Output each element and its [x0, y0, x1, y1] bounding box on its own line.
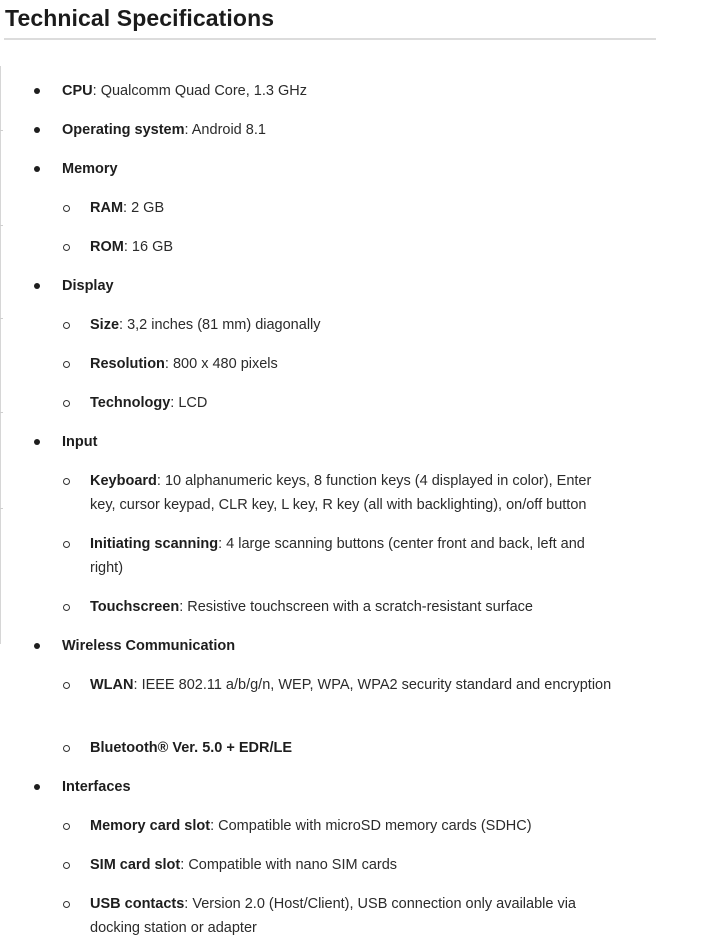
spec-key: Wireless Communication — [62, 638, 236, 654]
spec-separator: : — [184, 122, 192, 138]
circle-bullet — [63, 901, 70, 908]
spec-item-cpu — [62, 79, 642, 103]
spec-group-memory — [62, 157, 642, 181]
spec-separator: : — [180, 857, 189, 873]
spec-value: Resistive touchscreen with a scratch-resistant surface — [187, 599, 533, 615]
circle-bullet — [63, 244, 70, 251]
spec-value: 800 x 480 pixels — [172, 356, 278, 372]
spec-value: 10 alphanumeric keys, 8 function keys (4 displayed in color), Enter key, cursor keypad, CLR key, L key, R key (all with backlighting), on/off button — [90, 473, 592, 513]
spec-key: CPU — [62, 83, 93, 99]
spec-value: Version 2.0 (Host/Client), USB connection only available via docking station or adapter — [90, 896, 576, 936]
spec-key: RAM — [90, 200, 124, 216]
spec-key: Touchscreen — [90, 599, 180, 615]
spec-key: Operating system — [62, 122, 185, 138]
circle-bullet — [63, 682, 70, 689]
spec-separator: : — [156, 473, 165, 489]
spec-item-memory-card-slot — [90, 814, 620, 838]
spec-key: Technology — [90, 395, 171, 411]
spec-item-technology — [90, 391, 620, 415]
circle-bullet — [63, 205, 70, 212]
spec-item-size — [90, 313, 620, 337]
spec-key: WLAN — [90, 677, 134, 693]
spec-key: Initiating scanning — [90, 536, 219, 552]
spec-key: Bluetooth® Ver. 5.0 + EDR/LE — [90, 740, 293, 756]
spec-value: LCD — [178, 395, 208, 411]
spec-key: Interfaces — [62, 779, 131, 795]
spec-item-resolution — [90, 352, 620, 376]
title-divider — [4, 38, 656, 40]
spec-value: Compatible with microSD memory cards (SDHC) — [218, 818, 532, 834]
circle-bullet — [63, 541, 70, 548]
spec-item-rom — [90, 235, 620, 259]
spec-value: 16 GB — [131, 239, 174, 255]
spec-item-usb-contacts — [90, 892, 620, 940]
spec-key: Memory card slot — [90, 818, 211, 834]
disc-bullet — [34, 643, 40, 649]
spec-item-touchscreen — [90, 595, 620, 619]
spec-key: Resolution — [90, 356, 165, 372]
spec-group-input — [62, 430, 642, 454]
spec-item-sim-card-slot — [90, 853, 620, 877]
circle-bullet — [63, 322, 70, 329]
border-tick — [0, 412, 3, 413]
spec-item-keyboard — [90, 469, 620, 517]
spec-value: Qualcomm Quad Core, 1.3 GHz — [100, 83, 307, 99]
spec-separator: : — [119, 317, 128, 333]
spec-item-operating-system — [62, 118, 642, 142]
spec-separator: : — [133, 677, 142, 693]
spec-group-wireless-communication — [62, 634, 642, 658]
spec-key: Size — [90, 317, 120, 333]
spec-value: 4 large scanning buttons (center front and back, left and right) — [90, 536, 585, 576]
spec-separator: : — [184, 896, 193, 912]
page-title: Technical Specifications — [5, 5, 275, 31]
circle-bullet — [63, 361, 70, 368]
disc-bullet — [34, 784, 40, 790]
spec-group-display — [62, 274, 642, 298]
border-tick — [0, 225, 3, 226]
spec-item-ram — [90, 196, 620, 220]
content-left-border — [0, 66, 1, 644]
spec-value: Android 8.1 — [191, 122, 266, 138]
spec-separator: : — [123, 239, 132, 255]
circle-bullet — [63, 604, 70, 611]
spec-value: IEEE 802.11 a/b/g/n, WEP, WPA, WPA2 security standard and encryption — [141, 677, 612, 693]
circle-bullet — [63, 745, 70, 752]
spec-item-wlan — [90, 673, 620, 697]
spec-separator: : — [92, 83, 101, 99]
spec-separator: : — [179, 599, 188, 615]
circle-bullet — [63, 862, 70, 869]
spec-key: Memory — [62, 161, 118, 177]
spec-value: 3,2 inches (81 mm) diagonally — [127, 317, 321, 333]
spec-key: Display — [62, 278, 114, 294]
spec-separator: : — [123, 200, 132, 216]
spec-separator: : — [210, 818, 219, 834]
disc-bullet — [34, 283, 40, 289]
spec-item-initiating-scanning — [90, 532, 620, 580]
circle-bullet — [63, 823, 70, 830]
spec-item-bluetooth — [90, 736, 620, 760]
border-tick — [0, 130, 3, 131]
border-tick — [0, 508, 3, 509]
spec-key: SIM card slot — [90, 857, 181, 873]
disc-bullet — [34, 88, 40, 94]
circle-bullet — [63, 478, 70, 485]
spec-separator: : — [218, 536, 227, 552]
spec-key: Keyboard — [90, 473, 157, 489]
circle-bullet — [63, 400, 70, 407]
border-tick — [0, 318, 3, 319]
spec-group-interfaces — [62, 775, 642, 799]
disc-bullet — [34, 166, 40, 172]
spec-separator: : — [170, 395, 179, 411]
disc-bullet — [34, 439, 40, 445]
spec-value: Compatible with nano SIM cards — [188, 857, 398, 873]
spec-key: Input — [62, 434, 98, 450]
spec-value: 2 GB — [131, 200, 165, 216]
spec-separator: : — [164, 356, 173, 372]
spec-key: ROM — [90, 239, 124, 255]
spec-key: USB contacts — [90, 896, 185, 912]
disc-bullet — [34, 127, 40, 133]
